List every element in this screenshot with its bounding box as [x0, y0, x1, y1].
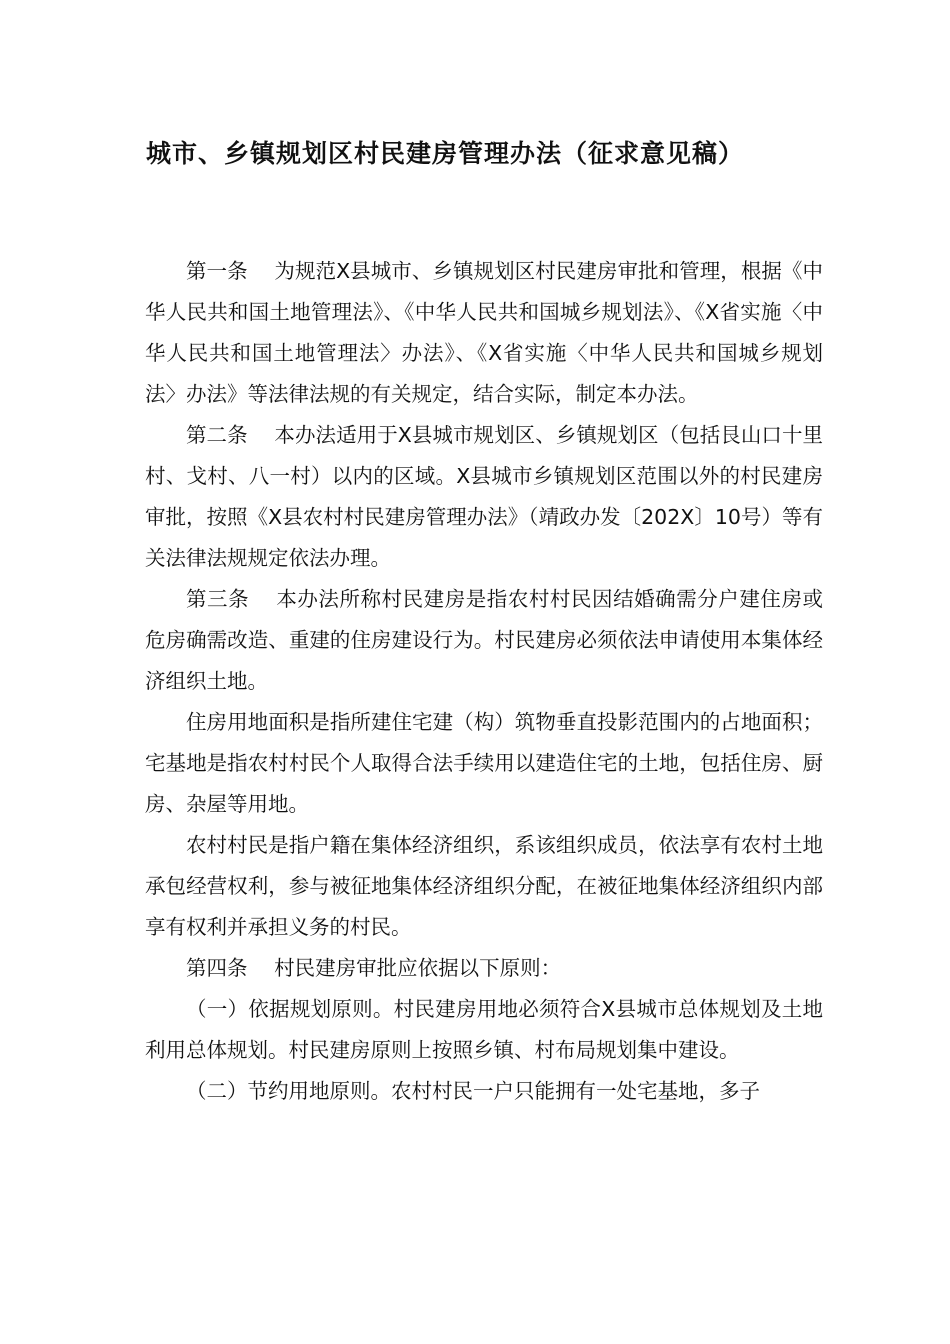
article-3	[145, 579, 823, 702]
paragraph-villagers	[145, 825, 823, 948]
paragraph-text: 住房用地面积是指所建住宅建（构）筑物垂直投影范围内的占地面积；宅基地是指农村村民个人取得合法手续用以建造住宅的土地，包括住房、厨房、杂屋等用地。	[145, 710, 823, 816]
document-body	[145, 251, 823, 1112]
article-heading: 第四条	[186, 956, 248, 980]
paragraph-land-area	[145, 702, 823, 825]
article-4	[145, 948, 823, 989]
article-text: 本办法适用于X县城市规划区、乡镇规划区（包括艮山口十里村、戈村、八一村）以内的区域。X县城市乡镇规划区范围以外的村民建房审批，按照《X县农村村民建房管理办法》（靖政办发〔202X〕10号）等有关法律法规规定依法办理。	[145, 423, 824, 570]
paragraph-text: 农村村民是指户籍在集体经济组织，系该组织成员，依法享有农村土地承包经营权利，参与被征地集体经济组织分配，在被征地集体经济组织内部享有权利并承担义务的村民。	[145, 833, 823, 939]
article-text: 为规范X县城市、乡镇规划区村民建房审批和管理，根据《中华人民共和国土地管理法》、《中华人民共和国城乡规划法》、《X省实施〈中华人民共和国土地管理法〉办法》、《X省实施〈中华人民共和国城乡规划法〉办法》等法律法规的有关规定，结合实际，制定本办法。	[145, 259, 824, 406]
principle-1	[145, 989, 823, 1071]
article-text: 本办法所称村民建房是指农村村民因结婚确需分户建住房或危房确需改造、重建的住房建设行为。村民建房必须依法申请使用本集体经济组织土地。	[145, 587, 823, 693]
article-text: 村民建房审批应依据以下原则：	[274, 956, 562, 980]
article-heading: 第三条	[186, 587, 250, 611]
article-heading: 第二条	[186, 423, 248, 447]
principle-2	[145, 1071, 823, 1112]
article-1	[145, 251, 823, 415]
article-heading: 第一条	[186, 259, 248, 283]
paragraph-text: （一）依据规划原则。村民建房用地必须符合X县城市总体规划及土地利用总体规划。村民建房原则上按照乡镇、村布局规划集中建设。	[145, 997, 823, 1062]
paragraph-text: （二）节约用地原则。农村村民一户只能拥有一处宅基地，多子	[186, 1079, 760, 1103]
article-2	[145, 415, 823, 579]
document-title: 城市、乡镇规划区村民建房管理办法（征求意见稿）	[146, 139, 745, 168]
